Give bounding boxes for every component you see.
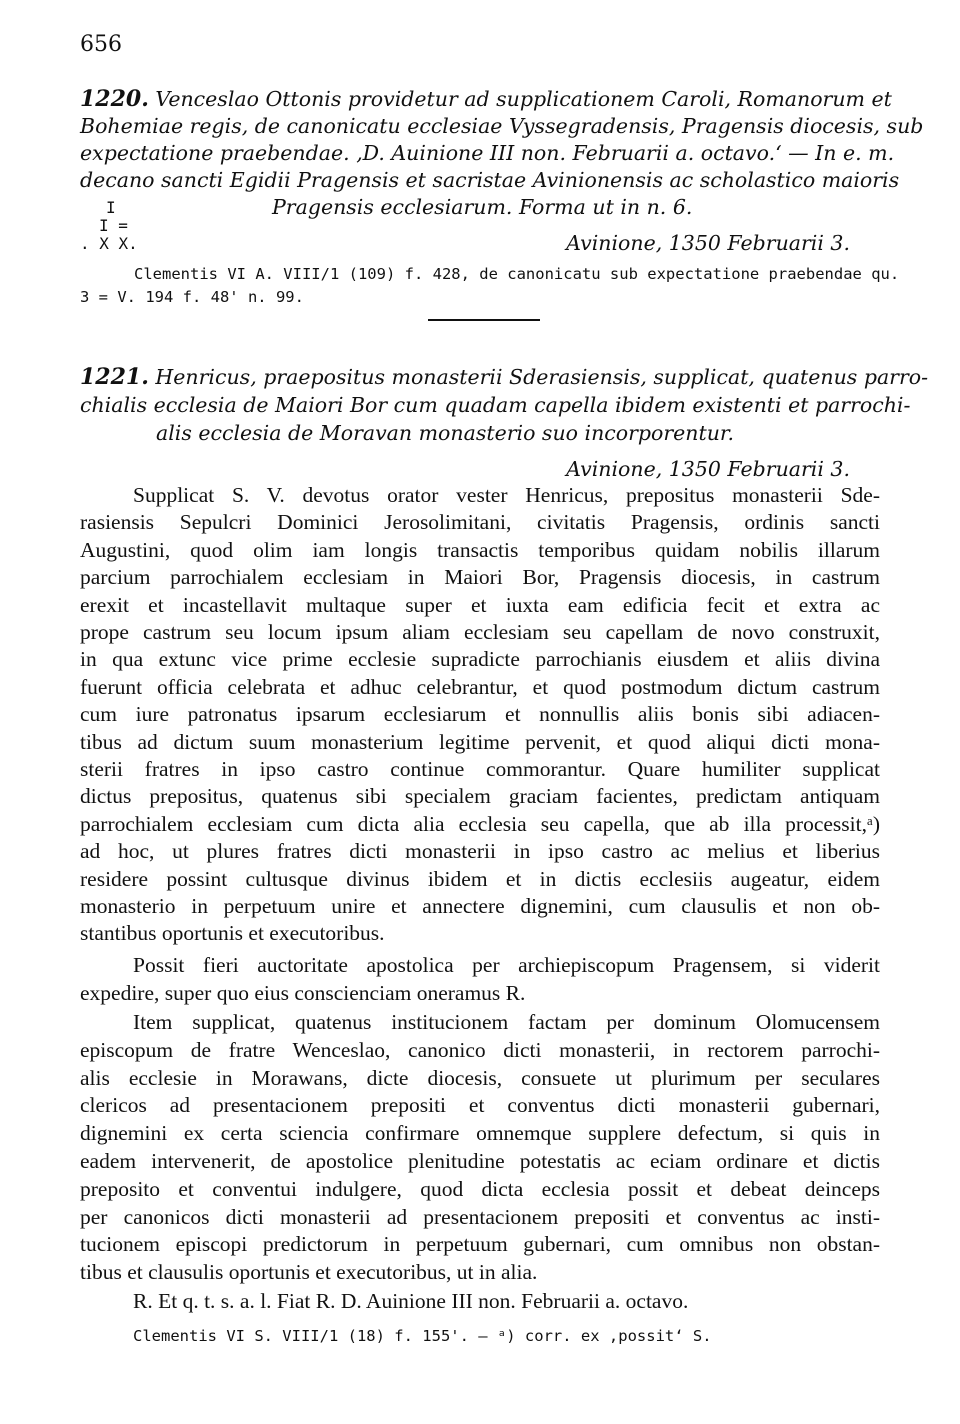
paragraph-line: sterii fratres in ipso castro continue commorantur. Quare humiliter supplicat (80, 757, 880, 781)
entry-1220-regest-5: Pragensis ecclesiarum. Forma ut in n. 6. (272, 195, 693, 219)
paragraph-line: fuerunt officia celebrata et adhuc celebrantur, et quod postmodum dictum castrum (80, 674, 880, 699)
entry-1221-date: Avinione, 1350 Februarii 3. (566, 457, 850, 481)
paragraph-line: episcopum de fratre Wenceslao, canonico dicti monasterii, in rectorem parrochi- (80, 1037, 880, 1062)
paragraph-line: tucionem episcopi predictorum in perpetuum gubernari, cum omnibus non obstan- (80, 1232, 880, 1257)
entry-1221-regest-1: Henricus, praepositus monasterii Sderasiensis, supplicat, quatenus parro- (155, 365, 929, 389)
entry-1220-date: Avinione, 1350 Februarii 3. (566, 231, 850, 255)
paragraph-line: erexit et incastellavit multaque super et iuxta eam edificia fecit et extra ac (80, 592, 880, 617)
paragraph-line: rasiensis Sepulcri Dominici Jerosolimitani, civitatis Pragensis, ordinis sancti (80, 510, 880, 535)
entry-1221-source: Clementis VI S. VIII/1 (18) f. 155'. — ᵃ) corr. ex ‚possit‘ S. (133, 1327, 712, 1345)
paragraph-line: in qua extunc vice prime ecclesie supradicte parrochianis eiusdem et aliis divina (80, 647, 880, 672)
entry-number-1220: 1220. (80, 86, 149, 112)
paragraph-line: prope castrum seu locum ipsum aliam ecclesiam seu capellam de novo construxit, (80, 620, 880, 644)
paragraph-line: Supplicat S. V. devotus orator vester Henricus, prepositus monasterii Sde- (133, 483, 880, 507)
chancery-mark-2: I = (99, 216, 128, 235)
entry-1220-regest-2: Bohemiae regis, de canonicatu ecclesiae Vyssegradensis, Pragensis diocesis, sub (80, 114, 924, 138)
paragraph-line: Item supplicat, quatenus institucionem factam per dominum Olomucensem (133, 1010, 880, 1034)
entry-1220-regest-3: expectatione praebendae. ‚D. Auinione III non. Februarii a. octavo.‘ — In e. m. (80, 141, 895, 165)
paragraph-line: residere possint cultusque divinus ibidem et in dictis ecclesiis augeatur, eidem (80, 866, 880, 891)
entry-1220-source-1: Clementis VI A. VIII/1 (109) f. 428, de canonicatu sub expectatione praebendae qu. (134, 265, 900, 283)
paragraph-line: eadem intervenerit, de apostolice plenitudine potestatis ac eciam ordinare et dictis (80, 1149, 880, 1173)
entry-1220-source-2: 3 = V. 194 f. 48' n. 99. (80, 288, 304, 306)
paragraph-line: ad hoc, ut plures fratres dicti monasterii in ipso castro ac melius et liberius (80, 839, 880, 864)
paragraph-line: cum iure patronatus ipsarum ecclesiarum et nonnullis aliis bonis sibi adiacen- (80, 702, 880, 727)
entry-1221-regest-2: chialis ecclesia de Maiori Bor cum quadam capella ibidem existenti et parrochi- (80, 393, 911, 417)
paragraph-line: expedire, super quo eius conscienciam oneramus R. (80, 981, 526, 1005)
paragraph-line: monasterio in perpetuum unire et annectere dignemini, cum clausulis et non ob- (80, 894, 880, 918)
paragraph-line: clericos ad presentacionem prepositi et conventus dicti monasterii gubernari, (80, 1093, 880, 1118)
paragraph-line: per canonicos dicti monasterii ad presentacionem prepositi et conventus ac insti- (80, 1204, 880, 1229)
entry-1220-regest-4: decano sancti Egidii Pragensis et sacristae Avinionensis ac scholastico maioris (80, 168, 900, 192)
section-divider (428, 319, 540, 321)
chancery-mark-3: . X X. (80, 234, 138, 253)
paragraph-line: Possit fieri auctoritate apostolica per archiepiscopum Pragensem, si viderit (133, 953, 880, 977)
paragraph-line: parrochialem ecclesiam cum dicta alia ecclesia seu capella, que ab illa processit,ᵃ) (80, 811, 880, 836)
entry-number-1221: 1221. (80, 364, 149, 390)
paragraph-line: dignemini ex certa sciencia confirmare omnemque supplere defectum, si quis in (80, 1121, 880, 1146)
paragraph-line: Augustini, quod olim iam longis transactis temporibus quidam nobilis illarum (80, 537, 880, 562)
entry-1221-heading-line-1 (80, 364, 929, 390)
paragraph-line: tibus ad dictum suum monasterium legitime pervenit, et quod aliqui dicti mona- (80, 729, 880, 754)
entry-1220-regest-1: Venceslao Ottonis providetur ad supplicationem Caroli, Romanorum et (155, 87, 892, 111)
paragraph-line: stantibus oportunis et executoribus. (80, 921, 385, 946)
page-number: 656 (80, 32, 122, 57)
fiat-line: R. Et q. t. s. a. l. Fiat R. D. Auinione III non. Februarii a. octavo. (133, 1289, 689, 1313)
paragraph-line: tibus et clausulis oportunis et executoribus, ut in alia. (80, 1260, 538, 1285)
paragraph-line: preposito et conventui indulgere, quod dicta ecclesia possit et debeat deinceps (80, 1176, 880, 1201)
chancery-mark-1: I (106, 198, 116, 217)
paragraph-line: alis ecclesie in Morawans, dicte diocesis, consuete ut plurimum per seculares (80, 1065, 880, 1090)
entry-1220-line-1 (80, 86, 892, 112)
paragraph-line: parcium parrochialem ecclesiam in Maiori Bor, Pragensis diocesis, in castrum (80, 565, 880, 590)
entry-1221-regest-3: alis ecclesia de Moravan monasterio suo incorporentur. (156, 421, 734, 445)
paragraph-line: dictus prepositus, quatenus sibi specialem graciam facientes, predictam antiquam (80, 784, 880, 809)
